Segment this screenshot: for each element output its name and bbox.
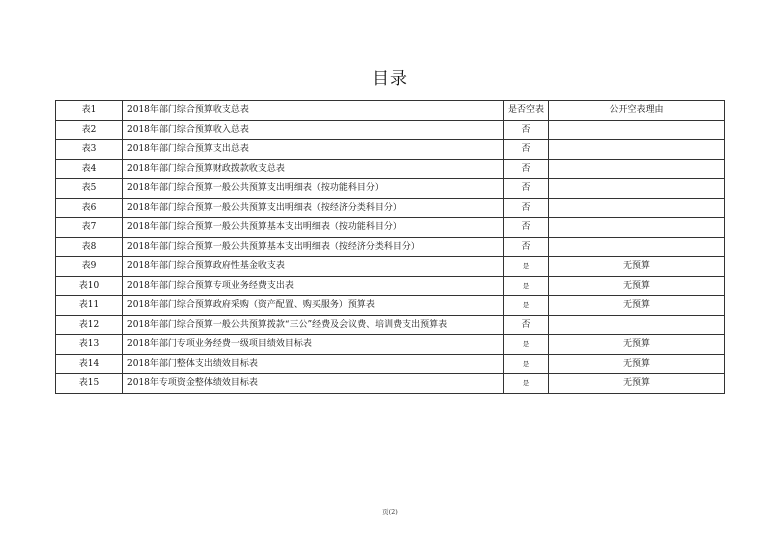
is-empty-cell: 是 bbox=[504, 276, 549, 296]
row-id-cell: 表12 bbox=[56, 315, 123, 335]
row-name-cell: 2018年部门综合预算支出总表 bbox=[123, 140, 504, 160]
table-header-row bbox=[56, 101, 725, 121]
row-id-cell: 表2 bbox=[56, 120, 123, 140]
is-empty-cell: 否 bbox=[504, 237, 549, 257]
is-empty-cell: 是 bbox=[504, 374, 549, 394]
is-empty-cell: 是 bbox=[504, 296, 549, 316]
row-name-cell: 2018年部门专项业务经费一级项目绩效目标表 bbox=[123, 335, 504, 355]
is-empty-cell: 否 bbox=[504, 218, 549, 238]
is-empty-cell: 否 bbox=[504, 179, 549, 199]
reason-cell bbox=[549, 159, 725, 179]
row-id-cell: 表15 bbox=[56, 374, 123, 394]
page-number: 页(2) bbox=[382, 508, 398, 516]
row-name-cell: 2018年部门综合预算一般公共预算支出明细表（按功能科目分） bbox=[123, 179, 504, 199]
table-row bbox=[56, 198, 725, 218]
is-empty-cell: 否 bbox=[504, 198, 549, 218]
row-id-cell: 表4 bbox=[56, 159, 123, 179]
row-name-cell: 2018年部门综合预算收入总表 bbox=[123, 120, 504, 140]
row-name-cell: 2018年部门综合预算一般公共预算基本支出明细表（按经济分类科目分） bbox=[123, 237, 504, 257]
row-name-cell: 2018年部门综合预算政府采购（资产配置、购买服务）预算表 bbox=[123, 296, 504, 316]
row-name-cell: 2018年部门综合预算一般公共预算拨款“三公”经费及会议费、培训费支出预算表 bbox=[123, 315, 504, 335]
table-row bbox=[56, 237, 725, 257]
row-id-cell: 表3 bbox=[56, 140, 123, 160]
reason-cell: 无预算 bbox=[549, 257, 725, 277]
row-name-cell: 2018年部门综合预算专项业务经费支出表 bbox=[123, 276, 504, 296]
table-row bbox=[56, 140, 725, 160]
row-name-cell: 2018年部门综合预算一般公共预算支出明细表（按经济分类科目分） bbox=[123, 198, 504, 218]
is-empty-cell: 否 bbox=[504, 159, 549, 179]
table-row bbox=[56, 335, 725, 355]
row-id-cell: 表5 bbox=[56, 179, 123, 199]
reason-cell bbox=[549, 140, 725, 160]
reason-cell: 无预算 bbox=[549, 276, 725, 296]
is-empty-cell: 否 bbox=[504, 140, 549, 160]
reason-cell: 无预算 bbox=[549, 374, 725, 394]
table-row bbox=[56, 159, 725, 179]
reason-cell: 无预算 bbox=[549, 354, 725, 374]
table-row bbox=[56, 179, 725, 199]
row-id-cell: 表8 bbox=[56, 237, 123, 257]
row-id-cell: 表9 bbox=[56, 257, 123, 277]
row-id-cell: 表13 bbox=[56, 335, 123, 355]
row-id-cell: 表14 bbox=[56, 354, 123, 374]
reason-cell: 无预算 bbox=[549, 335, 725, 355]
table-row bbox=[56, 354, 725, 374]
table-row bbox=[56, 374, 725, 394]
row-name-cell: 2018年部门综合预算一般公共预算基本支出明细表（按功能科目分） bbox=[123, 218, 504, 238]
table-row bbox=[56, 276, 725, 296]
is-empty-header: 是否空表 bbox=[504, 101, 549, 121]
is-empty-cell: 是 bbox=[504, 257, 549, 277]
row-name-cell: 2018年专项资金整体绩效目标表 bbox=[123, 374, 504, 394]
reason-cell bbox=[549, 120, 725, 140]
row-id-cell: 表6 bbox=[56, 198, 123, 218]
table-row bbox=[56, 315, 725, 335]
row-name-cell: 2018年部门综合预算政府性基金收支表 bbox=[123, 257, 504, 277]
is-empty-cell: 否 bbox=[504, 120, 549, 140]
row-id-cell: 表1 bbox=[56, 101, 123, 121]
row-id-cell: 表7 bbox=[56, 218, 123, 238]
is-empty-cell: 是 bbox=[504, 354, 549, 374]
table-row bbox=[56, 120, 725, 140]
table-row bbox=[56, 218, 725, 238]
table-row bbox=[56, 296, 725, 316]
is-empty-cell: 否 bbox=[504, 315, 549, 335]
reason-cell bbox=[549, 218, 725, 238]
row-id-cell: 表10 bbox=[56, 276, 123, 296]
row-id-cell: 表11 bbox=[56, 296, 123, 316]
reason-cell bbox=[549, 198, 725, 218]
reason-cell: 无预算 bbox=[549, 296, 725, 316]
reason-header: 公开空表理由 bbox=[549, 101, 725, 121]
row-name-cell: 2018年部门综合预算财政拨款收支总表 bbox=[123, 159, 504, 179]
reason-cell bbox=[549, 315, 725, 335]
table-row bbox=[56, 257, 725, 277]
reason-cell bbox=[549, 237, 725, 257]
contents-table bbox=[55, 100, 725, 394]
reason-cell bbox=[549, 179, 725, 199]
row-name-cell: 2018年部门整体支出绩效目标表 bbox=[123, 354, 504, 374]
row-name-cell: 2018年部门综合预算收支总表 bbox=[123, 101, 504, 121]
is-empty-cell: 是 bbox=[504, 335, 549, 355]
page-title: 目录 bbox=[372, 69, 408, 89]
